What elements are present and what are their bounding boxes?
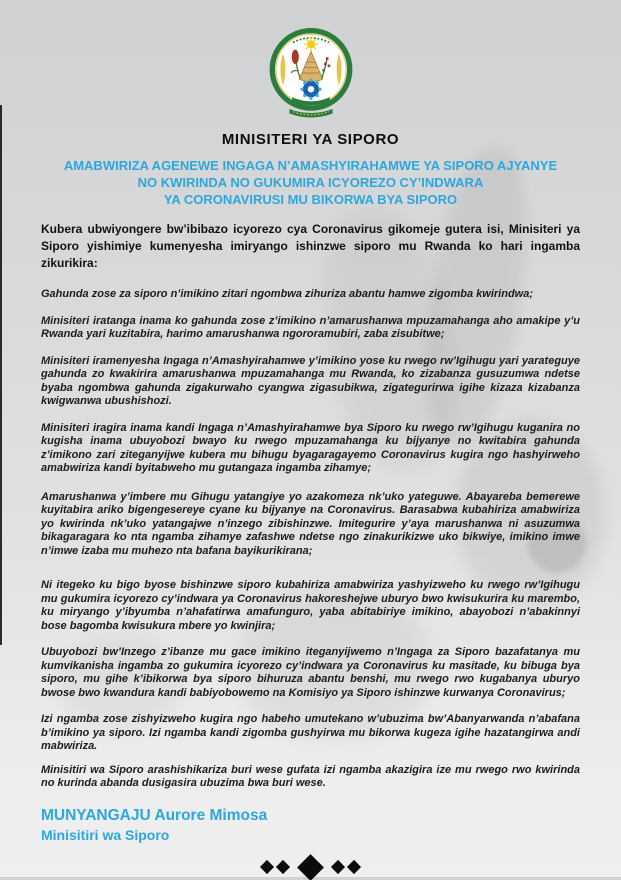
ministry-title: MINISITERI YA SIPORO bbox=[221, 131, 400, 148]
diamond-icon bbox=[331, 860, 345, 874]
measure-paragraph-6: Ni itegeko ku bigo byose bishinzwe siporo kubahiriza amabwiriza yashyizweho ku rwego rw’Igihugu mu gukumira icyorezo cy’indwara ya Coronavirus hakoreshejwe uburyo bwo kwisukurira ku marembo, ku miryango y’ibyumba n’ahafatirwa amafunguro, yaba abitabiriye imikino, abayobozi n’abakinnyi bose bagomba kwisukura mbere yo kwinjira; bbox=[41, 579, 580, 632]
intro-paragraph: Kubera ubwiyongere bw’ibibazo icyorezo cya Coronavirus gikomeje gutera isi, Minisiteri ya Siporo yishimiye kumenyesha imiryango ishinzwe siporo mu Rwanda ko hari ingamba zikurikira: bbox=[41, 222, 580, 270]
diamond-icon bbox=[260, 860, 274, 874]
signature-title: Minisitiri wa Siporo bbox=[41, 826, 170, 843]
signature-block bbox=[41, 806, 580, 845]
rwanda-coat-of-arms-icon bbox=[266, 26, 356, 120]
diamond-icon bbox=[347, 860, 361, 874]
measure-paragraph-5: Amarushanwa y’imbere mu Gihugu yatangiye yo azakomeza nk’uko yateguwe. Abayareba bemerewe kuyitabira ariko bigengesereye cyane ku bijyanye na Coronavirus. Barasabwa kubahiriza amabwiriza yo kwirinda nk’uko yatangajwe n’inzego zibishinzwe. Imitegurire y’aya marushanwa ni asuzumwa bikagaragara ko nta ngamba zihamye zafashwe ndetse ngo zinakurikizwe uko bikwiye, imikino imwe n’imwe izaba mu muhezo nta bafana bayikurikirana; bbox=[41, 490, 580, 557]
measure-paragraph-3: Minisiteri iramenyesha Ingaga n’Amashyirahamwe y’imikino yose ku rwego rw’Igihugu yari yarateguye gahunda zo kwakirira amarushanwa mpuzamahanga mu Rwanda, ko zizabanza gusuzumwa ndetse byaba ngombwa gahunda zigakurwaho cyangwa zigasubikwa, zigategurirwa igihe kizaza kizabanza kwigwanwa ubushishozi. bbox=[41, 354, 580, 407]
heading-line-3: YA CORONAVIRUSI MU BIKORWA BYA SIPORO bbox=[163, 192, 458, 207]
emblem-container bbox=[41, 0, 580, 125]
document-heading bbox=[41, 157, 580, 208]
measure-paragraph-8: Izi ngamba zose zishyizweho kugira ngo habeho umutekano w’ubuzima bw’Abanyarwanda n’abafana b’imikino ya siporo. Izi ngamba kandi zigomba gushyirwa mu bikorwa kugeza igihe hazatangirwa andi mabwiriza. bbox=[41, 713, 580, 752]
heading-line-1: AMABWIRIZA AGENEWE INGAGA N’AMASHYIRAHAMWE YA SIPORO AJYANYE bbox=[63, 158, 558, 173]
measure-paragraph-9: Minisitiri wa Siporo arashishikariza buri wese gufata izi ngamba akazigira ize mu rwego rwo kwirinda no kurinda abanda dusigasira ubuzima bwa buri wese. bbox=[41, 763, 580, 789]
diamond-separator bbox=[41, 858, 580, 877]
measure-paragraph-2: Minisiteri iratanga inama ko gahunda zose z’imikino n’amarushanwa mpuzamahanga aho amakipe y’u Rwanda yari kuzitabira, harimo amarushanwa ngororamubiri, zaba zisubitwe; bbox=[41, 314, 580, 340]
diamond-icon bbox=[297, 854, 324, 880]
measure-paragraph-4: Minisiteri iragira inama kandi Ingaga n’Amashyirahamwe bya Siporo ku rwego rw’Igihugu kuganira no kugisha inama ubuyobozi bwayo ku rwego mpuzamahanga ku bijyanye no kwitabira gahunda z’imikono zari ziteganyijwe kubera mu bihugu byagaragayemo Coronavirus kugira ngo hashyirweho amabwiriza kandi byitabweho mu gutangaza ingamba zihamye; bbox=[41, 421, 580, 474]
left-edge-scan-line bbox=[0, 105, 2, 645]
heading-line-2: NO KWIRINDA NO GUKUMIRA ICYOREZO CY’INDWARA bbox=[137, 175, 484, 190]
signature-name: MUNYANGAJU Aurore Mimosa bbox=[41, 806, 268, 824]
diamond-icon bbox=[276, 860, 290, 874]
measure-paragraph-7: Ubuyobozi bw’Inzego z’ibanze mu gace imikino iteganyijwemo n’Ingaga za Siporo bazafatanya mu kumvikanisha ingamba zo gukumira icyorezo cy’indwara ya Coronavirus ku masitade, ku bibuga bya siporo, mu gihe k’ibikorwa bya siporo bihuruza abantu benshi, mu rwego rwo kugabanya uburyo bwose bwo kwandura kandi babiyobowemo na Komisiyo ya Siporo ishinzwe kurwanya Coronavirus; bbox=[41, 646, 580, 699]
measure-paragraph-1: Gahunda zose za siporo n’imikino zitari ngombwa zihuriza abantu hamwe zigomba kwirindwa; bbox=[41, 288, 534, 300]
